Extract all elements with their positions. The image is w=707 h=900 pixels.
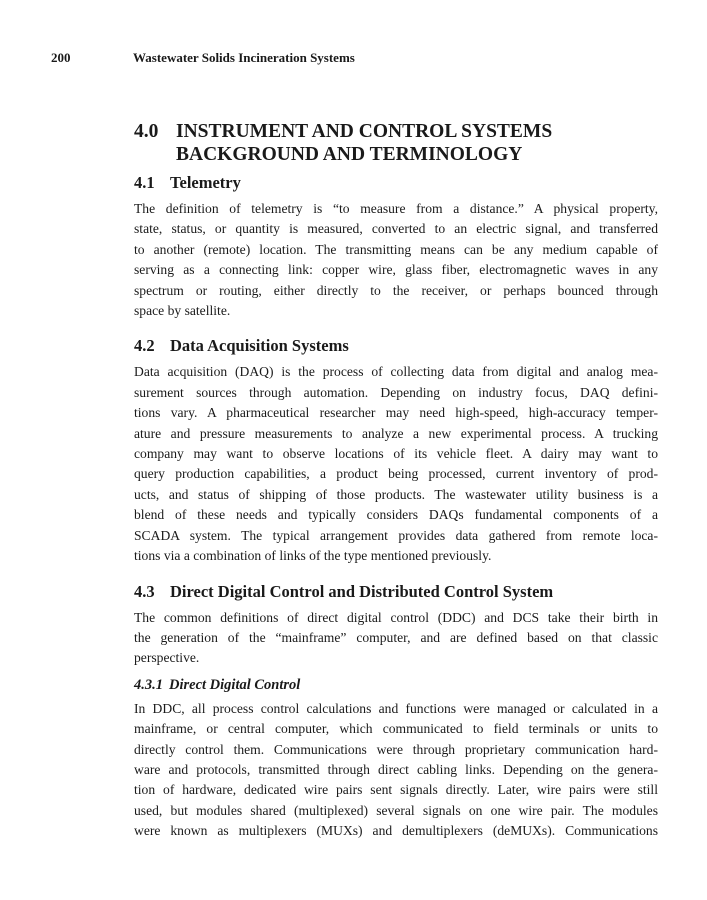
text-line: spectrum or routing, either directly to the receiver, or perhaps bounced through: [134, 282, 658, 298]
subsection-number: 4.3.1: [134, 676, 163, 693]
chapter-number: 4.0: [134, 121, 159, 142]
text-line: Data acquisition (DAQ) is the process of collecting data from digital and analog mea-: [134, 364, 658, 380]
text-line: tions vary. A pharmaceutical researcher may need high-speed, high-accuracy temper-: [134, 405, 658, 421]
paragraph-ddc-dcs: [134, 608, 658, 669]
section-title: Direct Digital Control and Distributed Control System: [170, 581, 554, 601]
section-heading-ddc-dcs: [134, 581, 658, 603]
text-line: The definition of telemetry is “to measure from a distance.” A physical property,: [134, 201, 658, 216]
section-number: 4.3: [134, 581, 155, 601]
chapter-heading: [134, 120, 658, 166]
text-line: blend of these needs and typically considers DAQs fundamental components of a: [134, 507, 658, 523]
text-line: used, but modules shared (multiplexed) several signals on one wire pair. The modules: [134, 802, 658, 818]
section-title: Data Acquisition Systems: [170, 336, 349, 356]
paragraph-telemetry: [134, 199, 658, 321]
text-line: perspective.: [134, 650, 200, 666]
text-line: space by satellite.: [134, 303, 231, 319]
page-number: 200: [51, 50, 71, 65]
section-title: Telemetry: [170, 173, 241, 192]
text-line: mainframe, or central computer, which communicated to field terminals or units to: [134, 721, 658, 737]
chapter-title-line-1: INSTRUMENT AND CONTROL SYSTEMS: [176, 121, 553, 142]
page-content: [134, 120, 658, 842]
text-line: serving as a connecting link: copper wire, glass fiber, electromagnetic waves in any: [134, 262, 658, 278]
text-line: were known as multiplexers (MUXs) and demultiplexers (deMUXs). Communications: [134, 823, 658, 839]
text-line: In DDC, all process control calculations and functions were managed or calculated in a: [134, 700, 658, 716]
text-line: directly control them. Communications were through proprietary communication hard-: [134, 741, 658, 757]
text-line: ucts, and status of shipping of those products. The wastewater utility business is a: [134, 486, 658, 502]
section-number: 4.1: [134, 173, 155, 192]
subsection-heading-direct-digital-control: [134, 675, 658, 695]
text-line: company may want to observe locations of its vehicle fleet. A dairy may want to: [134, 446, 658, 462]
text-line: tions via a combination of links of the type mentioned previously.: [134, 548, 492, 564]
book-title: Wastewater Solids Incineration Systems: [133, 50, 355, 65]
text-line: surement sources through automation. Depending on industry focus, DAQ defini-: [134, 384, 658, 400]
text-line: the generation of the “mainframe” computer, and are defined based on that classic: [134, 629, 658, 645]
text-line: tion of hardware, dedicated wire pairs sent signals directly. Later, wire pairs were still: [134, 782, 658, 798]
subsection-title: Direct Digital Control: [169, 676, 301, 693]
text-line: The common definitions of direct digital control (DDC) and DCS take their birth in: [134, 609, 658, 625]
running-head: [51, 50, 677, 66]
section-heading-data-acquisition: [134, 335, 658, 357]
paragraph-direct-digital-control: [134, 699, 658, 842]
text-line: ware and protocols, transmitted through direct cabling links. Depending on the genera-: [134, 761, 658, 777]
text-line: ature and pressure measurements to analyze a new experimental process. A trucking: [134, 425, 658, 441]
text-line: to another (remote) location. The transmitting means can be any medium capable of: [134, 241, 658, 257]
text-line: state, status, or quantity is measured, converted to an electric signal, and transferred: [134, 221, 658, 237]
section-heading-telemetry: [134, 172, 658, 194]
text-line: SCADA system. The typical arrangement provides data gathered from remote loca-: [134, 527, 658, 543]
chapter-title-line-2: BACKGROUND AND TERMINOLOGY: [176, 144, 523, 165]
text-line: query production capabilities, a product being processed, current inventory of prod-: [134, 466, 658, 482]
section-number: 4.2: [134, 336, 155, 356]
paragraph-data-acquisition: [134, 362, 658, 566]
